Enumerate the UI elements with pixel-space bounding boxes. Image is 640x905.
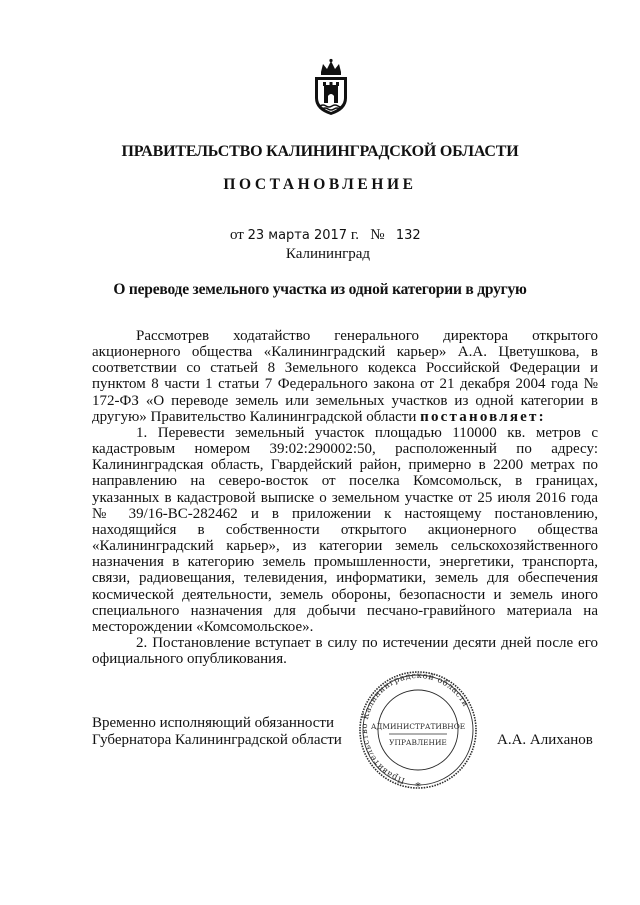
document-body bbox=[92, 328, 598, 667]
official-seal-stamp bbox=[357, 668, 479, 796]
stamp-ring-text: Правительство Калининградской области bbox=[358, 669, 472, 787]
paragraph-preamble bbox=[92, 328, 598, 425]
date-number-line bbox=[230, 227, 421, 244]
signatory-role-line-2: Губернатора Калининградской области bbox=[92, 732, 342, 748]
date-from-label: от bbox=[230, 227, 244, 243]
stamp-center-line-2: УПРАВЛЕНИЕ bbox=[389, 738, 447, 747]
number-label: № bbox=[370, 227, 385, 243]
paragraph-item-2: 2. Постановление вступает в силу по истечении десяти дней после его официального опубликования. bbox=[92, 634, 598, 668]
paragraph-item-1: 1. Перевести земельный участок площадью 110000 кв. метров с кадастровым номером 39:02:290002:50, расположенный по адресу: Калининградская область, Гвардейский район, примерно в 2200 метрах по направлению на северо-восток от поселка Комсомольск, в границах, указанных в кадастровой выписке о земельном участке от 25 июля 2016 года № 39/16-ВС-282462 и в приложении к настоящему постановлению, находящийся в собственности открытого акционерного общества «Калининградский карьер», из категории земель сельскохозяйственного назначения в категорию земель промышленности, энергетики, транспорта, связи, радиовещания, телевидения, информатики, земель для обеспечения космической деятельности, земель обороны, безопасности и земель иного специального назначения для добычи песчано-гравийного материала на месторождении «Комсомольское». bbox=[92, 424, 598, 635]
document-number: 132 bbox=[395, 228, 421, 243]
year-suffix: г. bbox=[350, 227, 360, 243]
coat-of-arms-emblem bbox=[311, 58, 351, 116]
preamble-text: Рассмотрев ходатайство генерального директора открытого акционерного общества «Калининградский карьер» А.А. Цветушкова, в соответствии со статьей 8 Земельного кодекса Российской Федерации и пунктом 8 части 1 статьи 7 Федерального закона от 21 декабря 2004 года № 172-ФЗ «О переводе земель или земельных участков из одной категории в другую» Правительство Калининградской области bbox=[92, 328, 598, 425]
date-value: 23 марта 2017 bbox=[247, 228, 348, 243]
document-type-title: ПОСТАНОВЛЕНИЕ bbox=[223, 176, 417, 193]
signatory-role bbox=[92, 715, 342, 749]
resolves-keyword: постановляет: bbox=[420, 408, 546, 425]
document-subject: О переводе земельного участка из одной категории в другую bbox=[113, 281, 527, 298]
stamp-center-line-1: АДМИНИСТРАТИВНОЕ bbox=[370, 722, 466, 731]
stamp-star-icon: * bbox=[415, 780, 421, 793]
signatory-name: А.А. Алиханов bbox=[497, 732, 593, 748]
authority-title: ПРАВИТЕЛЬСТВО КАЛИНИНГРАДСКОЙ ОБЛАСТИ bbox=[121, 143, 519, 160]
city-name: Калининград bbox=[285, 246, 371, 262]
signatory-role-line-1: Временно исполняющий обязанности bbox=[92, 715, 335, 731]
